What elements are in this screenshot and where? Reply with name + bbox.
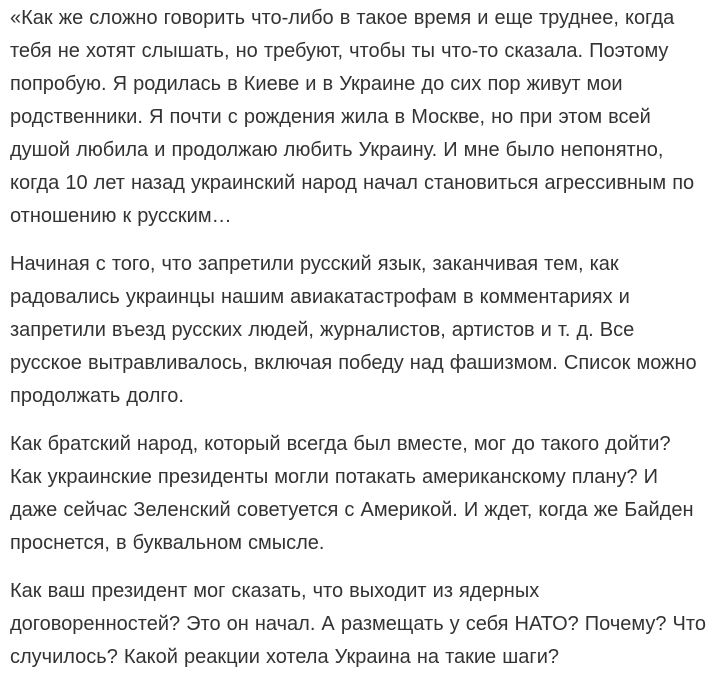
paragraph: Как братский народ, который всегда был вместе, мог до такого дойти? Как украинские президенты могли потакать американскому плану? И даже сейчас Зеленский советуется с Америкой. И ждет, когда же Байден проснется, в буквальном смысле. bbox=[10, 433, 694, 554]
paragraph: Начиная с того, что запретили русский язык, заканчивая тем, как радовались украинцы нашим авиакатастрофам в комментариях и запретили въезд русских людей, журналистов, артистов и т. д. Все русское вытравливалось, включая победу над фашизмом. Список можно продолжать долго. bbox=[10, 253, 697, 407]
paragraph: Как ваш президент мог сказать, что выходит из ядерных договоренностей? Это он начал. А размещать у себя НАТО? Почему? Что случилось? Какой реакции хотела Украина на такие шаги? bbox=[10, 580, 706, 668]
paragraph: «Как же сложно говорить что-либо в такое время и еще труднее, когда тебя не хотят слышать, но требуют, чтобы ты что-то сказала. Поэтому попробую. Я родилась в Киеве и в Украине до сих пор живут мои родственники. Я почти с рождения жила в Москве, но при этом всей душой любила и продолжаю любить Украину. И мне было непонятно, когда 10 лет назад украинский народ начал становиться агрессивным по отношению к русским… bbox=[10, 7, 695, 227]
